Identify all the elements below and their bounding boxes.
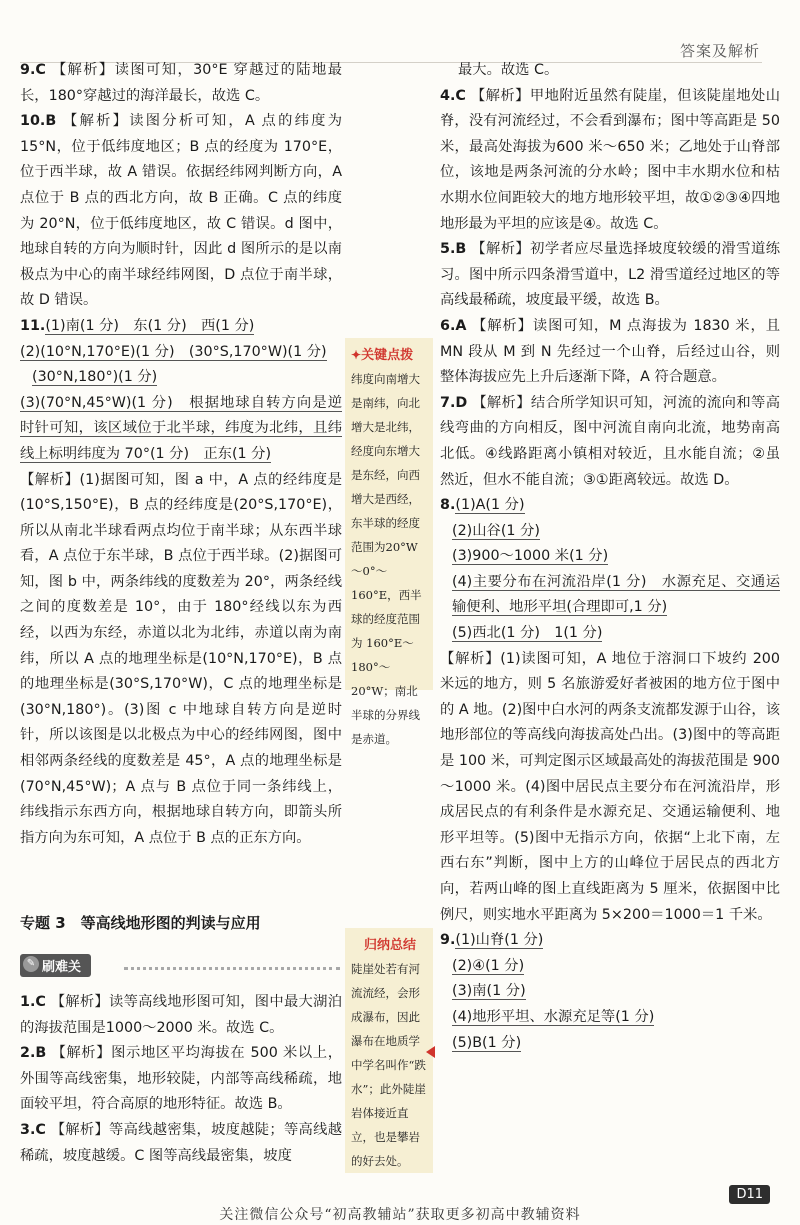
summary-title: 归纳总结 <box>363 938 416 953</box>
answer-q6: 6.A 【解析】读图可知，M 点海拔为 1830 米，且 MN 段从 M 到 N 先经过一个山脊，后经过山谷，则整体海拔应先上升后逐渐下降，A 符合题意。 <box>440 317 781 386</box>
q11-analysis: 【解析】(1)据图可知，图 a 中，A 点的经纬度是(10°S,150°E)，B 点的经纬度是(20°S,170°E)，所以从南北半球看两点均位于南半球；从东西半球看，A 点位于东半球，B 点位于西半球。(2)据图可知，图 b 中，两条纬线的度数差为 20°，两条经线之间的度数差是 10°，由于 180°经线以东为西经，以西为东经，赤道以北为北纬，赤道以南为南纬，所以 A 点的地理坐标是(10°N,170°E)，B 点的地理坐标是(30°S,170°W)，C 点的地理坐标是(30°N,180°)。(3)图 c 中地球自转方向是逆时针，所以该图是以北极点为中心的经纬网图，图中相邻两条经线的度数差是 45°，A 点的地理坐标是(70°N,45°W)；A 点与 B 点位于同一条纬线上，纬线指示东西方向，根据地球自转方向，即箭头所指方向为东可知，A 点位于 B 点的正东方向。 <box>20 471 342 846</box>
key-tip-title: ✦关键点拨 <box>351 348 414 363</box>
key-tip-sidebar <box>345 338 433 746</box>
answer-q2: 2.B 【解析】图示地区平均海拔在 500 米以上，外围等高线密集，地形较陡，内部等高线稀疏，地面较平坦，符合高原的地形特征。故选 B。 <box>20 1045 342 1113</box>
answer-q9: 9.C 【解析】读图可知，30°E 穿越过的陆地最长，180°穿越过的海洋最长，故选 C。 <box>20 62 342 104</box>
topic-heading: 专题 3 等高线地形图的判读与应用 <box>20 914 261 932</box>
page-header: 答案及解析 <box>679 42 760 60</box>
q8-analysis: 【解析】(1)读图可知，A 地位于溶洞口下坡约 200 米远的地方，则 5 名旅游爱好者被困的地方位于图中的 A 地。(2)图中白水河的两条支流都发源于山谷，该地形部位的等高线向海拔高处凸出。(3)图中的等高距是 100 米，可判定图示区域最高处的海拔范围是 900～1000 米。(4)图中居民点主要分布在河流沿岸，形成居民点的有利条件是水源充足、交通运输便利、地形平坦等。(5)图中无指示方向，依据“上北下南，左西右东”判断，图中上方的山峰位于居民点的西北方向，若两山峰的图上直线距离为 5 厘米，依据图中比例尺，则实地水平距离为 5×200＝1000＝1 千米。 <box>440 650 780 923</box>
summary-arrow-icon <box>426 1046 435 1058</box>
page-number: D11 <box>729 1185 770 1204</box>
answer-q10: 10.B 【解析】读图分析可知，A 点的纬度为 15°N，位于低纬度地区；B 点的经度为 170°E，位于西半球，故 A 错误。依据经纬网判断方向，A 点位于 B 点的西北方向，故 B 正确。C 点的纬度为 20°N，位于低纬度地区，故 C 错误。d 图中，地球自转的方向为顺时针，因此 d 图所示的是以南极点为中心的南半球经纬网图，D 点位于南半球，故 D 错误。 <box>20 113 343 309</box>
answer-q1: 1.C 【解析】读等高线地形图可知，图中最大湖泊的海拔范围是1000～2000 米。故选 C。 <box>20 994 342 1036</box>
left-column <box>20 58 342 851</box>
q3-continued: 最大。故选 C。 <box>458 62 559 78</box>
answer-q11: 11.(1)南(1 分) 东(1 分) 西(1 分) (2)(10°N,170°E)(1 分) (30°S,170°W)(1 分) (30°N,180°)(1 分) (3)(70°N,45°W)(1 分) 根据地球自转方向是逆时针可知，该区域位于北半球，纬度为北纬，且纬线上标明纬度为 70°(1 分) 正东(1 分) 【解析】(1)据图可知，图 a 中，A 点的经纬度是(10°S,150°E)，B 点的经纬度是(20°S,170°E)，所以从南北半球看两点均位于南半球；从东西半球看，A 点位于东半球，B 点位于西半球。(2)据图可知，图 b 中，两条纬线的度数差为 20°，两条经线之间的度数差是 10°，由于 180°经线以东为西经，以西为东经，赤道以北为北纬，赤道以南为南纬，所以 A 点的地理坐标是(10°N,170°E)，B 点的地理坐标是(30°S,170°W)，C 点的地理坐标是(30°N,180°)。(3)图 c 中地球自转方向是逆时针，所以该图是以北极点为中心的经纬网图，图中相邻两条经线的度数差是 45°，A 点的地理坐标是(70°N,45°W)；A 点与 B 点位于同一条纬线上，纬线指示东西方向，根据地球自转方向，即箭头所指方向为东可知，A 点位于 B 点的正东方向。 <box>20 314 342 851</box>
section-badge: ✎ 刷难关 <box>20 954 340 980</box>
summary-text: 陡崖处若有河流流经，会形成瀑布，因此瀑布在地质学中学名叫作“跌水”；此外陡崖岩体接近直立，也是攀岩的好去处。 <box>351 962 426 1168</box>
answer-q5: 5.B 【解析】初学者应尽量选择坡度较缓的滑雪道练习。图中所示四条滑雪道中，L2 滑雪道经过地区的等高线最稀疏，坡度最平缓，故选 B。 <box>440 241 781 309</box>
answer-q3: 3.C 【解析】等高线越密集，坡度越陡；等高线越稀疏，坡度越缓。C 图等高线最密集，坡度 <box>20 1121 342 1164</box>
answer-q7: 7.D 【解析】结合所学知识可知，河流的流向和等高线弯曲的方向相反，图中河流自南向北流，地势南高北低。④线路距离小镇相对较近，且水能自流；②虽然近，但水不能自流；③①距离较远。故选 D。 <box>440 394 781 488</box>
key-tip-text: 纬度向南增大是南纬，向北增大是北纬，经度向东增大是东经，向西增大是西经，东半球的经度范围为20°W～0°～160°E，西半球的经度范围为 160°E～180°～20°W；南北半球的分界线是赤道。 <box>351 372 422 746</box>
left-column-lower <box>20 990 342 1169</box>
answer-q4: 4.C 【解析】甲地附近虽然有陡崖，但该陡崖地处山脊，没有河流经过，不会看到瀑布；图中等高距是 50 米，最高处海拔为600 米～650 米；乙地处于山脊部位，该地是两条河流的分水岭；图中丰水期水位和枯水期水位间距较大的地方地形较平坦，故①②③④四地地形最为平坦的应该是④。故选 C。 <box>440 87 781 232</box>
right-column <box>440 58 780 1056</box>
summary-sidebar <box>345 928 433 1173</box>
badge-icon: ✎ <box>23 956 39 972</box>
tip-star-icon: ✦ <box>351 348 362 362</box>
footer-note: 关注微信公众号“初高教辅站”获取更多初高中教辅资料 <box>219 1207 581 1223</box>
answer-q9-right: 9.(1)山脊(1 分) (2)④(1 分) (3)南(1 分) (4)地形平坦、水源充足等(1 分) (5)B(1 分) <box>440 932 655 1051</box>
answer-q8: 8.(1)A(1 分) (2)山谷(1 分) (3)900～1000 米(1 分) (4)主要分布在河流沿岸(1 分) 水源充足、交通运输便利、地形平坦(合理即可,1 分) (5)西北(1 分) 1(1 分) 【解析】(1)读图可知，A 地位于溶洞口下坡约 200 米远的地方，则 5 名旅游爱好者被困的地方位于图中的 A 地。(2)图中白水河的两条支流都发源于山谷，该地形部位的等高线向海拔高处凸出。(3)图中的等高距是 100 米，可判定图示区域最高处的海拔范围是 900～1000 米。(4)图中居民点主要分布在河流沿岸，形成居民点的有利条件是水源充足、交通运输便利、地形平坦等。(5)图中无指示方向，依据“上北下南，左西右东”判断，图中上方的山峰位于居民点的西北方向，若两山峰的图上直线距离为 5 厘米，依据图中比例尺，则实地水平距离为 5×200＝1000＝1 千米。 <box>440 493 780 928</box>
dotted-divider <box>124 967 340 970</box>
